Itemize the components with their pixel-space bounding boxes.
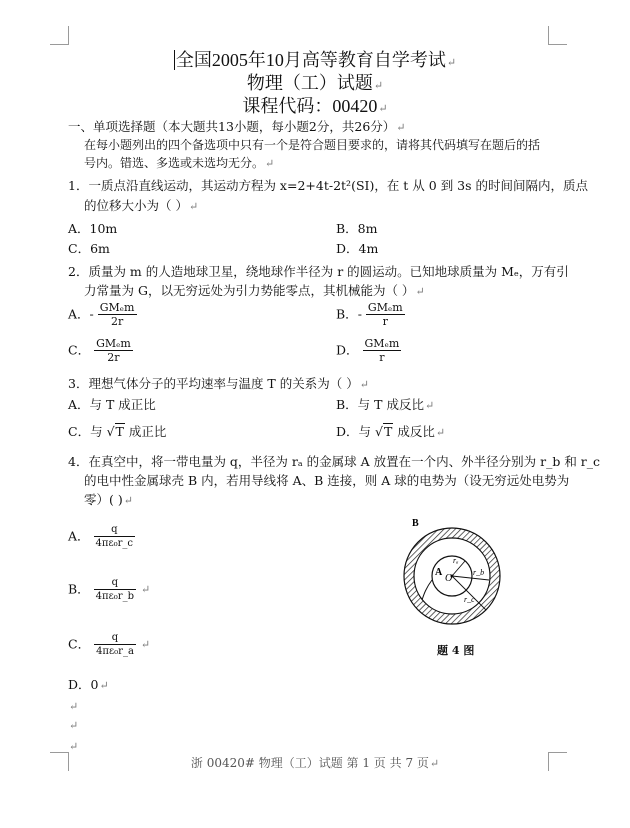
denominator: r	[382, 315, 388, 328]
radicand: T	[115, 424, 124, 439]
numerator: GMₑm	[367, 301, 403, 314]
denominator: 2r	[107, 351, 120, 364]
q4-option-b	[68, 576, 150, 603]
crop-mark-top-right	[548, 26, 567, 45]
course-code	[0, 92, 630, 118]
numerator: q	[94, 523, 136, 537]
q4-option-a-label: A．	[68, 528, 90, 544]
empty-paragraph-mark: ↵	[69, 700, 79, 713]
paragraph-mark: ↵	[359, 378, 369, 391]
q3-option-b	[336, 397, 434, 414]
q4-option-c	[68, 631, 150, 658]
section-heading-text: 一、单项选择题（本大题共13小题，每小题2分，共26分）	[68, 119, 396, 134]
paragraph-mark: ↵	[429, 757, 440, 770]
q3-option-d-prefix: D．与	[336, 424, 372, 439]
radicand: T	[383, 424, 393, 439]
minus-sign: -	[89, 306, 94, 322]
q4-option-b-fraction	[94, 576, 136, 603]
section-instruction-line2	[84, 155, 274, 172]
paragraph-mark: ↵	[415, 285, 425, 298]
paragraph-mark: ↵	[265, 157, 275, 170]
page-footer	[0, 754, 630, 771]
q3-option-a: A．与 T 成正比	[68, 397, 156, 412]
paragraph-mark: ↵	[99, 679, 109, 692]
fig-label-o: O	[445, 573, 453, 584]
q3-option-c-suffix: 成正比	[128, 424, 167, 439]
minus-sign: -	[357, 306, 362, 322]
q3-option-b-text: B．与 T 成反比	[336, 397, 424, 412]
q1-option-a: A．10m	[68, 221, 118, 236]
section-heading	[68, 119, 405, 136]
q2-stem-line1: 2．质量为 m 的人造地球卫星，绕地球作半径为 r 的圆运动。已知地球质量为 Mₑ，万有引	[68, 264, 569, 279]
paragraph-mark: ↵	[424, 399, 435, 412]
q2-option-c-label: C．	[68, 342, 91, 358]
q4-stem-line3	[84, 492, 133, 509]
empty-paragraph-mark: ↵	[69, 740, 79, 753]
q3-option-c	[68, 424, 166, 440]
text-cursor	[174, 50, 175, 70]
fig-label-rc: r_c	[464, 595, 475, 604]
q4-option-a	[68, 523, 135, 550]
numerator: GMₑm	[96, 337, 131, 350]
paragraph-mark: ↵	[435, 426, 446, 439]
q3-stem-text: 3．理想气体分子的平均速率与温度 T 的关系为（ ）	[68, 376, 359, 391]
fig-label-rb: r_b	[473, 568, 485, 577]
fig-label-ra: rₐ	[453, 556, 459, 565]
q1-stem-line2-text: 的位移大小为（ ）	[84, 198, 188, 213]
subject-title-text: 物理（工）试题	[246, 73, 373, 93]
q2-stem-line2-text: 力常量为 G，以无穷远处为引力势能零点，其机械能为（ ）	[84, 283, 415, 298]
q2-option-c	[68, 337, 133, 364]
paragraph-mark: ↵	[373, 80, 384, 92]
sqrt-symbol: √	[375, 424, 383, 439]
q2-option-b-fraction	[366, 301, 405, 328]
q1-stem-line1: 1．一质点沿直线运动，其运动方程为 x=2+4t-2t²(SI)，在 t 从 0 到 3s 的时间间隔内，质点	[68, 178, 589, 193]
q4-stem-line3-text: 零）( )	[84, 492, 123, 507]
denominator: 2r	[110, 315, 124, 328]
exam-title-text: 全国2005年10月高等教育自学考试	[175, 50, 446, 70]
q2-option-d-fraction	[363, 337, 402, 364]
course-code-text: 课程代码：00420	[242, 96, 378, 116]
paragraph-mark: ↵	[378, 103, 388, 115]
denominator: r	[379, 351, 385, 364]
paragraph-mark: ↵	[446, 57, 457, 69]
q1-option-c: C．6m	[68, 241, 110, 256]
q4-option-d	[68, 677, 109, 694]
numerator: q	[94, 631, 136, 645]
q1-option-b: B．8m	[336, 221, 378, 236]
q4-option-b-label: B．	[68, 581, 90, 597]
denominator: 4πε₀r_a	[96, 646, 134, 657]
denominator: 4πε₀r_b	[95, 591, 134, 602]
q4-option-d-text: D．0	[68, 677, 99, 692]
fig-label-a: A	[435, 567, 443, 578]
paragraph-mark: ↵	[140, 638, 151, 651]
fig-label-b: B	[412, 518, 419, 529]
sqrt-symbol: √	[106, 424, 115, 439]
section-instruction-line1: 在每小题列出的四个备选项中只有一个是符合题目要求的，请将其代码填写在题后的括	[84, 138, 541, 152]
q4-option-c-label: C．	[68, 636, 91, 652]
paragraph-mark: ↵	[140, 583, 151, 596]
q2-option-a-fraction	[98, 301, 137, 328]
denominator: 4πε₀r_c	[95, 538, 134, 549]
numerator: GMₑm	[99, 301, 135, 314]
q4-figure-caption: 题 4 图	[437, 644, 475, 657]
q4-option-c-fraction	[94, 631, 136, 658]
q3-option-c-prefix: C．与	[68, 424, 103, 439]
q4-option-a-fraction	[94, 523, 136, 550]
q4-stem-line1: 4．在真空中，将一带电量为 q，半径为 rₐ 的金属球 A 放置在一个内、外半径分别为 r_b 和 r_c	[68, 454, 601, 469]
q2-option-b-label: B．	[336, 306, 358, 322]
q2-option-d-label: D．	[336, 342, 359, 358]
empty-paragraph-mark: ↵	[69, 719, 79, 732]
q2-stem-line2	[84, 283, 425, 300]
q3-stem	[68, 376, 369, 393]
q2-option-c-fraction	[94, 337, 133, 364]
q2-option-d	[336, 337, 401, 364]
q3-option-d	[336, 424, 445, 441]
q4-stem-line2: 的电中性金属球壳 B 内，若用导线将 A、B 连接，则 A 球的电势为（设无穷远处电势为	[84, 473, 570, 488]
crop-mark-top-left	[50, 26, 69, 45]
paragraph-mark: ↵	[123, 494, 133, 507]
q2-option-a	[68, 301, 137, 328]
paragraph-mark: ↵	[396, 121, 406, 134]
numerator: q	[94, 576, 136, 590]
q1-stem-line2	[84, 198, 198, 215]
q2-option-a-label: A．	[68, 306, 90, 322]
numerator: GMₑm	[364, 337, 400, 350]
q4-figure	[398, 518, 506, 626]
q1-option-d: D．4m	[336, 241, 379, 256]
q2-option-b	[336, 301, 405, 328]
page-footer-text: 浙 00420# 物理（工）试题 第 1 页 共 7 页	[190, 756, 429, 770]
paragraph-mark: ↵	[188, 200, 199, 213]
section-instruction-line2-text: 号内。错选、多选或未选均无分。	[84, 156, 265, 170]
q3-option-d-suffix: 成反比	[397, 424, 435, 439]
